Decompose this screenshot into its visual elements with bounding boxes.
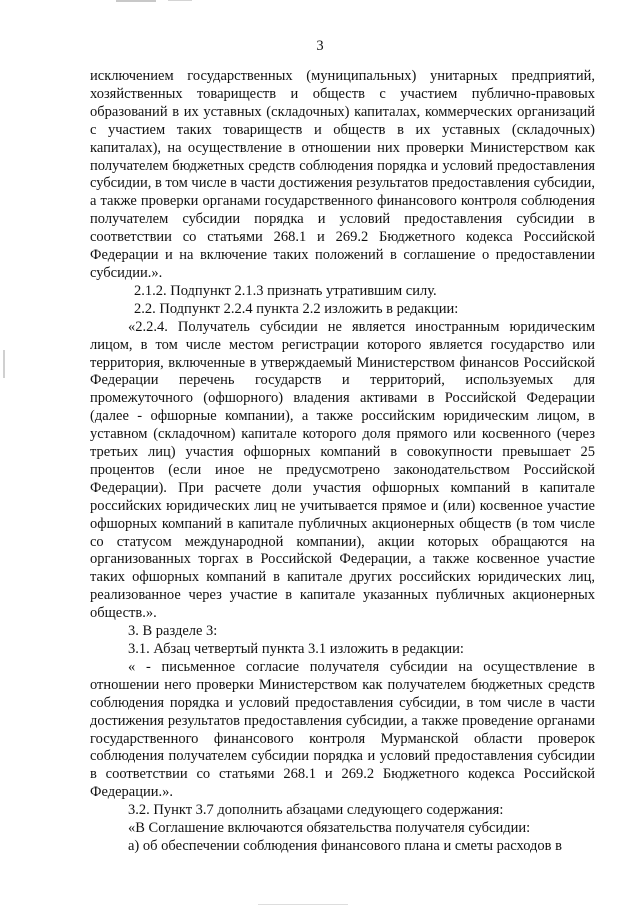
paragraph-agreement-obligations: «В Соглашение включаются обязательства получателя субсидии: bbox=[128, 820, 531, 837]
scan-artifact-top bbox=[116, 0, 156, 2]
scan-artifact-top-2 bbox=[168, 0, 192, 1]
paragraph-3-1-quote: « - письменное согласие получателя субсидии на осуществление в отношении него проверки Министерством как получателем бюджетных средств соблюдения порядка и условий предоставления субсидии, в том числе в части достижения результатов предоставления субсидии, а также проведение органами государственного финансового контроля Мурманской области проверок соблюдения получателем субсидии порядка и условий предоставления субсидии в соответствии со статьями 268.1 и 269.2 Бюджетного кодекса Российской Федерации.». bbox=[90, 658, 595, 801]
paragraph-continuation: исключением государственных (муниципальных) унитарных предприятий, хозяйственных товариществ и обществ с участием публично-правовых образований в их уставных (складочных) капиталах, коммерческих организаций с участием таких товариществ и обществ в их уставных (складочных) капиталах), на осуществление в отношении них проверки Министерством как получателем бюджетных средств соблюдения порядка и условий предоставления субсидии, в том числе в части достижения результатов предоставления субсидии, а также проверки органами государственного финансового контроля соблюдения получателем субсидии порядка и условий предоставления субсидии в соответствии со статьями 268.1 и 269.2 Бюджетного кодекса Российской Федерации и на включение таких положений в соглашение о предоставлении субсидии.». bbox=[90, 68, 595, 281]
page-number: 3 bbox=[316, 38, 324, 54]
paragraph-item-a: а) об обеспечении соблюдения финансового плана и сметы расходов в bbox=[128, 837, 562, 854]
paragraph-2-1-2: 2.1.2. Подпункт 2.1.3 признать утратившим силу. bbox=[134, 282, 437, 299]
paragraph-2-2-4-quote: «2.2.4. Получатель субсидии не является иностранным юридическим лицом, в том числе местом регистрации которого является государство или территория, включенные в утверждаемый Министерством финансов Российской Федерации перечень государств и территорий, используемых для промежуточного (офшорного) владения активами в Российской Федерации (далее - офшорные компании), а также российским юридическим лицом, в уставном (складочном) капитале которого доля прямого или косвенного (через третьих лиц) участия офшорных компаний в совокупности превышает 25 процентов (если иное не предусмотрено законодательством Российской Федерации). При расчете доли участия офшорных компаний в капитале российских юридических лиц не учитывается прямое и (или) косвенное участие офшорных компаний в капитале публичных акционерных обществ (в том числе со статусом международной компании), акции которых обращаются на организованных торгах в Российской Федерации, а также косвенное участие таких офшорных компаний в капитале других российских юридических лиц, реализованное через участие в капитале указанных публичных акционерных обществ.». bbox=[90, 318, 595, 622]
paragraph-2-2: 2.2. Подпункт 2.2.4 пункта 2.2 изложить в редакции: bbox=[134, 300, 459, 317]
paragraph-3-1: 3.1. Абзац четвертый пункта 3.1 изложить в редакции: bbox=[128, 641, 464, 657]
document-body bbox=[90, 68, 595, 856]
paragraph-3-2: 3.2. Пункт 3.7 дополнить абзацами следующего содержания: bbox=[128, 802, 504, 819]
paragraph-section-3: 3. В разделе 3: bbox=[128, 623, 218, 640]
scan-artifact-side bbox=[3, 350, 5, 378]
